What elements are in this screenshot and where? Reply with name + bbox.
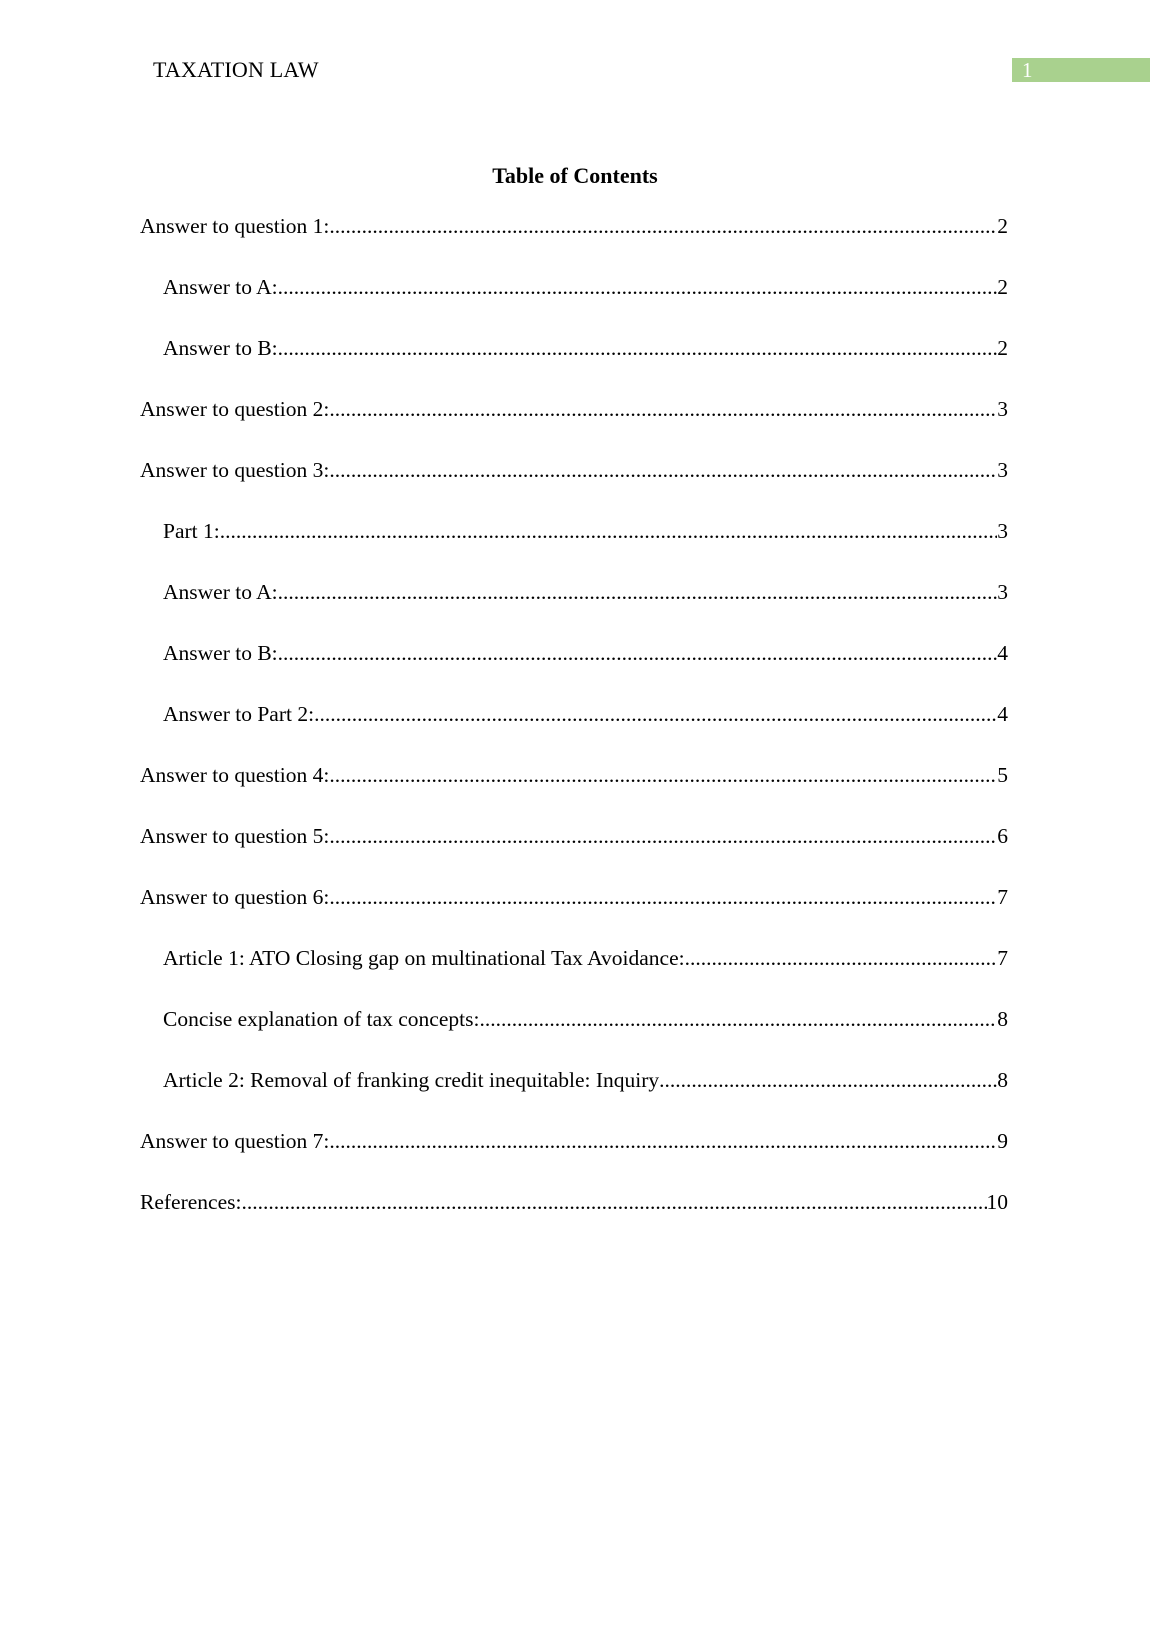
toc-entry-label: Answer to question 3: — [140, 458, 330, 482]
toc-entry-label: Answer to B: — [163, 336, 278, 360]
toc-entry-page: 8 — [997, 1007, 1008, 1031]
toc-entry[interactable] — [140, 395, 1008, 423]
toc-entry[interactable] — [140, 1188, 1008, 1216]
toc-dot-leader — [329, 212, 997, 240]
toc-entry-page: 6 — [997, 824, 1008, 848]
toc-entry[interactable] — [163, 334, 1008, 362]
toc-entry-label: Article 2: Removal of franking credit inequitable: Inquiry — [163, 1068, 660, 1092]
toc-dot-leader — [685, 944, 998, 972]
toc-entry[interactable] — [140, 212, 1008, 240]
toc-entry-label: Answer to B: — [163, 641, 278, 665]
toc-entry-page: 5 — [997, 763, 1008, 787]
toc-entry-page: 3 — [997, 580, 1008, 604]
toc-entry[interactable] — [140, 883, 1008, 911]
toc-title: Table of Contents — [492, 163, 658, 188]
toc-dot-leader — [329, 395, 997, 423]
toc-dot-leader — [278, 273, 998, 301]
toc-entry-label: Concise explanation of tax concepts: — [163, 1007, 480, 1031]
toc-entry-label: Answer to A: — [163, 580, 278, 604]
toc-entry-page: 3 — [997, 397, 1008, 421]
toc-entry-page: 8 — [997, 1068, 1008, 1092]
toc-entry-label: Answer to question 5: — [140, 824, 330, 848]
toc-entry-label: References: — [140, 1190, 242, 1214]
toc-entry-page: 4 — [997, 702, 1008, 726]
toc-entry-label: Answer to question 1: — [140, 214, 330, 238]
toc-entry[interactable] — [163, 944, 1008, 972]
toc-dot-leader — [329, 761, 997, 789]
toc-entry-label: Answer to question 7: — [140, 1129, 330, 1153]
toc-dot-leader — [329, 883, 997, 911]
running-header-title: TAXATION LAW — [153, 57, 319, 82]
toc-entry[interactable] — [140, 1127, 1008, 1155]
toc-entry[interactable] — [163, 578, 1008, 606]
toc-entry-label: Answer to A: — [163, 275, 278, 299]
toc-entry-label: Answer to Part 2: — [163, 702, 315, 726]
toc-dot-leader — [241, 1188, 986, 1216]
toc-entry-page: 2 — [997, 214, 1008, 238]
toc-dot-leader — [329, 1127, 997, 1155]
toc-dot-leader — [329, 456, 997, 484]
toc-entry[interactable] — [163, 639, 1008, 667]
toc-entry-page: 2 — [997, 275, 1008, 299]
toc-entry-page: 7 — [997, 885, 1008, 909]
toc-entry-label: Answer to question 2: — [140, 397, 330, 421]
toc-entry[interactable] — [140, 456, 1008, 484]
toc-entry[interactable] — [163, 517, 1008, 545]
toc-entry-page: 10 — [986, 1190, 1008, 1214]
toc-entry-page: 9 — [997, 1129, 1008, 1153]
toc-dot-leader — [314, 700, 997, 728]
toc-entry-page: 3 — [997, 519, 1008, 543]
toc-entry-label: Part 1: — [163, 519, 220, 543]
page-number: 1 — [1022, 58, 1033, 82]
toc-dot-leader — [278, 639, 998, 667]
toc-dot-leader — [220, 517, 998, 545]
toc-entry[interactable] — [140, 822, 1008, 850]
toc-dot-leader — [329, 822, 997, 850]
toc-dot-leader — [278, 334, 998, 362]
toc-entry-page: 7 — [997, 946, 1008, 970]
toc-entry[interactable] — [140, 761, 1008, 789]
toc-dot-leader — [479, 1005, 997, 1033]
toc-entry-label: Article 1: ATO Closing gap on multinational Tax Avoidance: — [163, 946, 685, 970]
toc-entry[interactable] — [163, 1066, 1008, 1094]
toc-dot-leader — [278, 578, 998, 606]
toc-entry-page: 2 — [997, 336, 1008, 360]
toc-entry-label: Answer to question 4: — [140, 763, 330, 787]
toc-entry[interactable] — [163, 273, 1008, 301]
toc-dot-leader — [659, 1066, 997, 1094]
toc-entry-page: 3 — [997, 458, 1008, 482]
toc-entry-page: 4 — [997, 641, 1008, 665]
toc-entry-label: Answer to question 6: — [140, 885, 330, 909]
toc-entry[interactable] — [163, 1005, 1008, 1033]
toc-entry[interactable] — [163, 700, 1008, 728]
